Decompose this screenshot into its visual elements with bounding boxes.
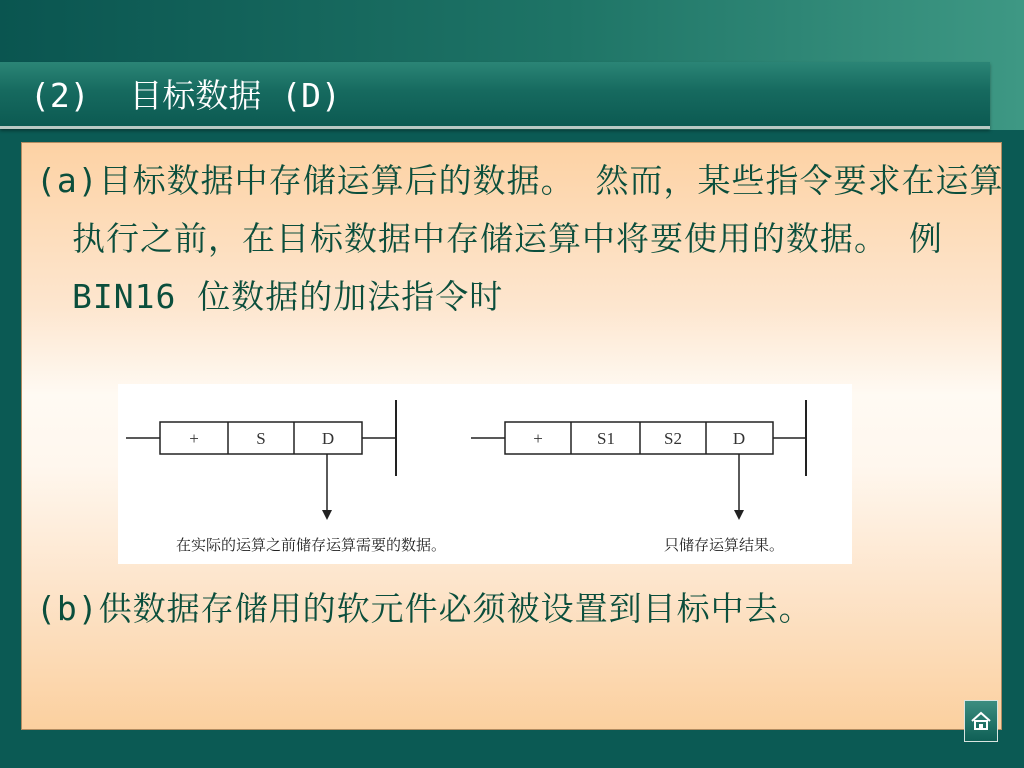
instruction-figure (118, 384, 852, 564)
right-cell-op: + (533, 429, 543, 448)
slide-title: (2) 目标数据 (D) (30, 76, 341, 115)
instruction-diagram (118, 384, 852, 564)
right-caption: 只储存运算结果。 (664, 536, 785, 554)
right-cell-d: D (732, 429, 746, 448)
left-cell-op: + (189, 429, 199, 448)
left-cell-s: S (256, 429, 266, 448)
paragraph-a: (a)目标数据中存储运算后的数据。 然而，某些指令要求在运算执行之前，在目标数据中存储运算中将要使用的数据。 例BIN16 位数据的加法指令时 (36, 161, 1004, 316)
home-icon (969, 709, 993, 733)
right-cell-s2: S2 (664, 429, 682, 448)
left-cell-d: D (321, 429, 335, 448)
home-button[interactable] (964, 700, 998, 742)
left-caption: 在实际的运算之前储存运算需要的数据。 (176, 536, 447, 554)
paragraph-b: (b)供数据存储用的软元件必须被设置到目标中去。 (36, 589, 813, 628)
right-cell-s1: S1 (597, 429, 615, 448)
